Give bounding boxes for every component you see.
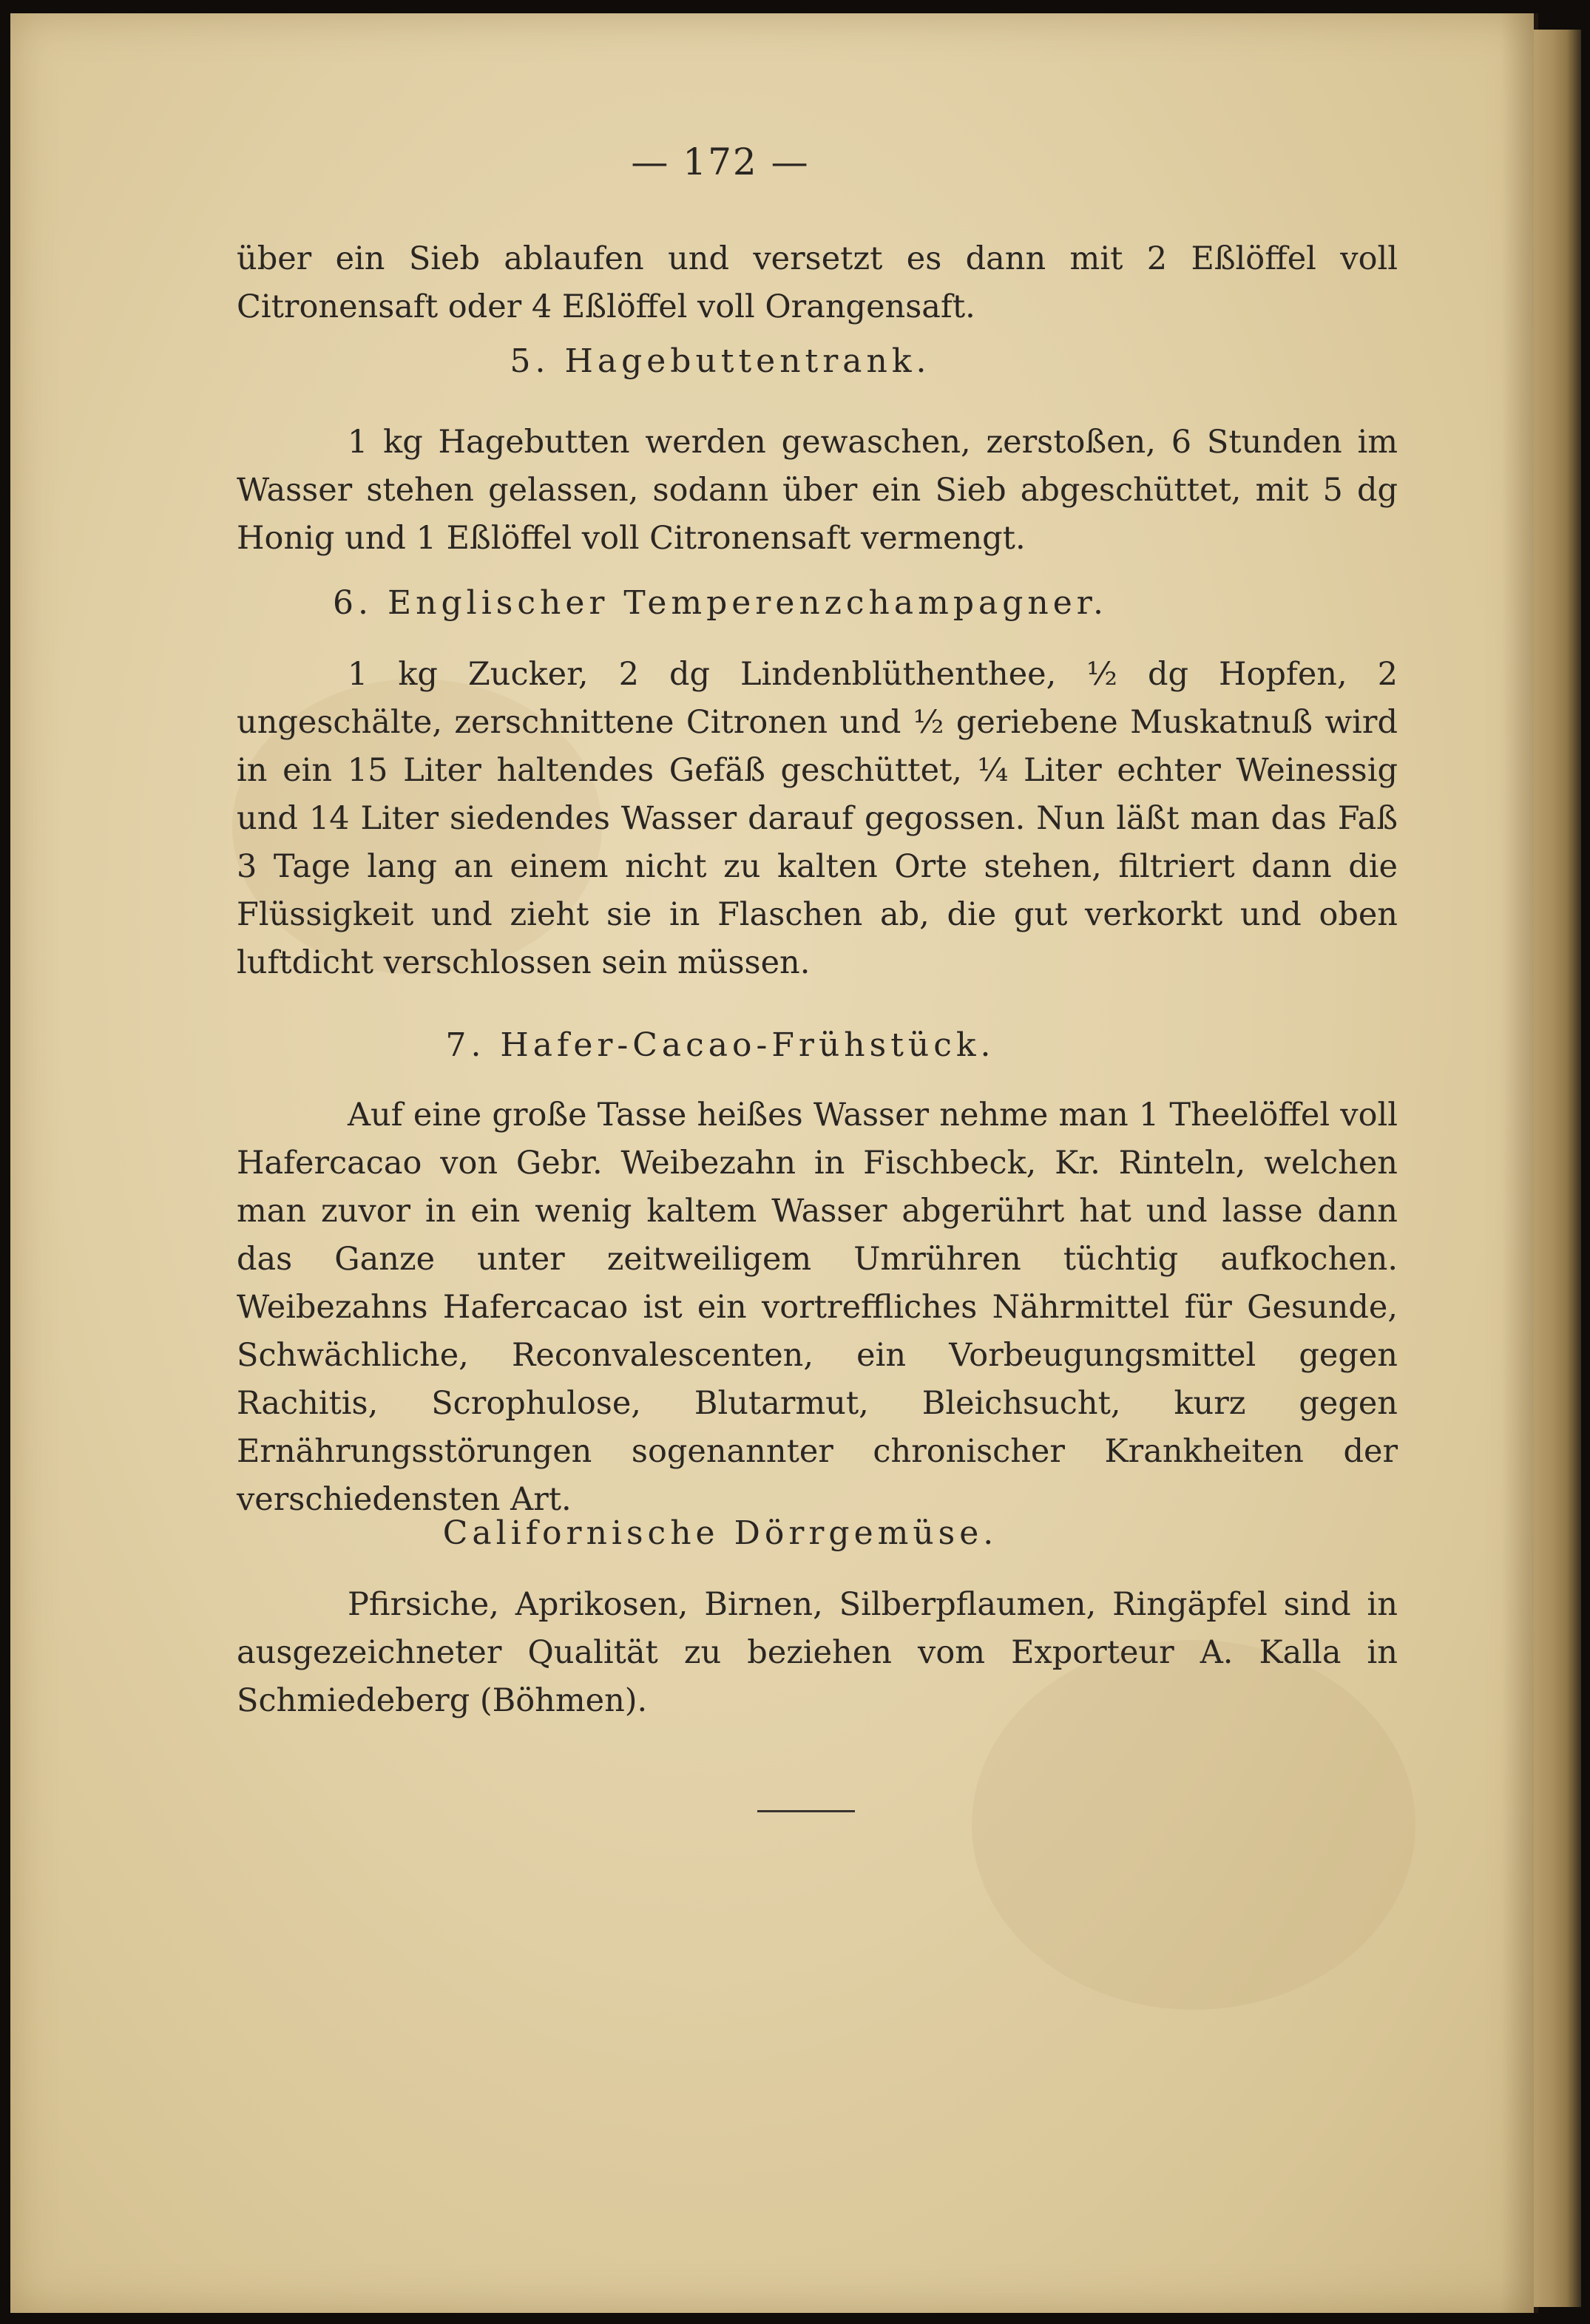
heading-doerrgemuese: Californische Dörrgemüse. [442, 1514, 998, 1552]
paragraph-text: Pfirsiche, Aprikosen, Birnen, Silberpflaumen, Ringäpfel sind in ausgezeichneter Qualität zu beziehen vom Exporteur A. Kalla in Schmiedeberg (Böhmen). [237, 1586, 1398, 1719]
paragraph-text: Auf eine große Tasse heißes Wasser nehme man 1 Theelöffel voll Hafercacao von Gebr. Weibezahn in Fischbeck, Kr. Rinteln, welchen man zuvor in ein wenig kaltem Wasser abgerührt hat und lasse dann das Ganze unter zeitweiligem Umrühren tüchtig aufkochen. Weibezahns Hafercacao ist ein vortreffliches Nährmittel für Gesunde, Schwächliche, Reconvalescenten, ein Vorbeugungsmittel gegen Rachitis, Scrophulose, Blutarmut, Bleichsucht, kurz gegen Ernährungsstörungen sogenannter chronischer Krankheiten der verschiedensten Art. [237, 1097, 1398, 1518]
page-content [10, 13, 1534, 2313]
paragraph-doerrgemuese [237, 1581, 1398, 1725]
paragraph-hafer-cacao [237, 1091, 1398, 1524]
paragraph-hagebuttentrank [237, 419, 1398, 563]
page-number: — 172 — [631, 140, 810, 183]
section-divider [757, 1810, 855, 1812]
paragraph-text: über ein Sieb ablaufen und versetzt es dann mit 2 Eßlöffel voll Citronensaft oder 4 Eßlöffel voll Orangensaft. [237, 240, 1398, 325]
paragraph-text: 1 kg Zucker, 2 dg Lindenblüthenthee, ½ dg Hopfen, 2 ungeschälte, zerschnittene Citronen und ½ geriebene Muskatnuß wird in ein 15 Liter haltendes Gefäß geschüttet, ¼ Liter echter Weinessig und 14 Liter siedendes Wasser darauf gegossen. Nun läßt man das Faß 3 Tage lang an einem nicht zu kalten Orte stehen, filtriert dann die Flüssigkeit und zieht sie in Flaschen ab, die gut verkorkt und oben luftdicht verschlossen sein müssen. [237, 656, 1398, 981]
heading-hafer-cacao: 7. Hafer-Cacao-Frühstück. [445, 1026, 995, 1064]
next-page-edge [1534, 30, 1581, 2307]
paragraph-continuation [237, 235, 1398, 331]
heading-hagebuttentrank: 5. Hagebuttentrank. [510, 342, 931, 380]
paragraph-text: 1 kg Hagebutten werden gewaschen, zerstoßen, 6 Stunden im Wasser stehen gelassen, sodann über ein Sieb abgeschüttet, mit 5 dg Honig und 1 Eßlöffel voll Citronensaft vermengt. [237, 424, 1398, 557]
paragraph-temperenzchampagner [237, 651, 1398, 987]
heading-temperenzchampagner: 6. Englischer Temperenzchampagner. [333, 584, 1108, 622]
